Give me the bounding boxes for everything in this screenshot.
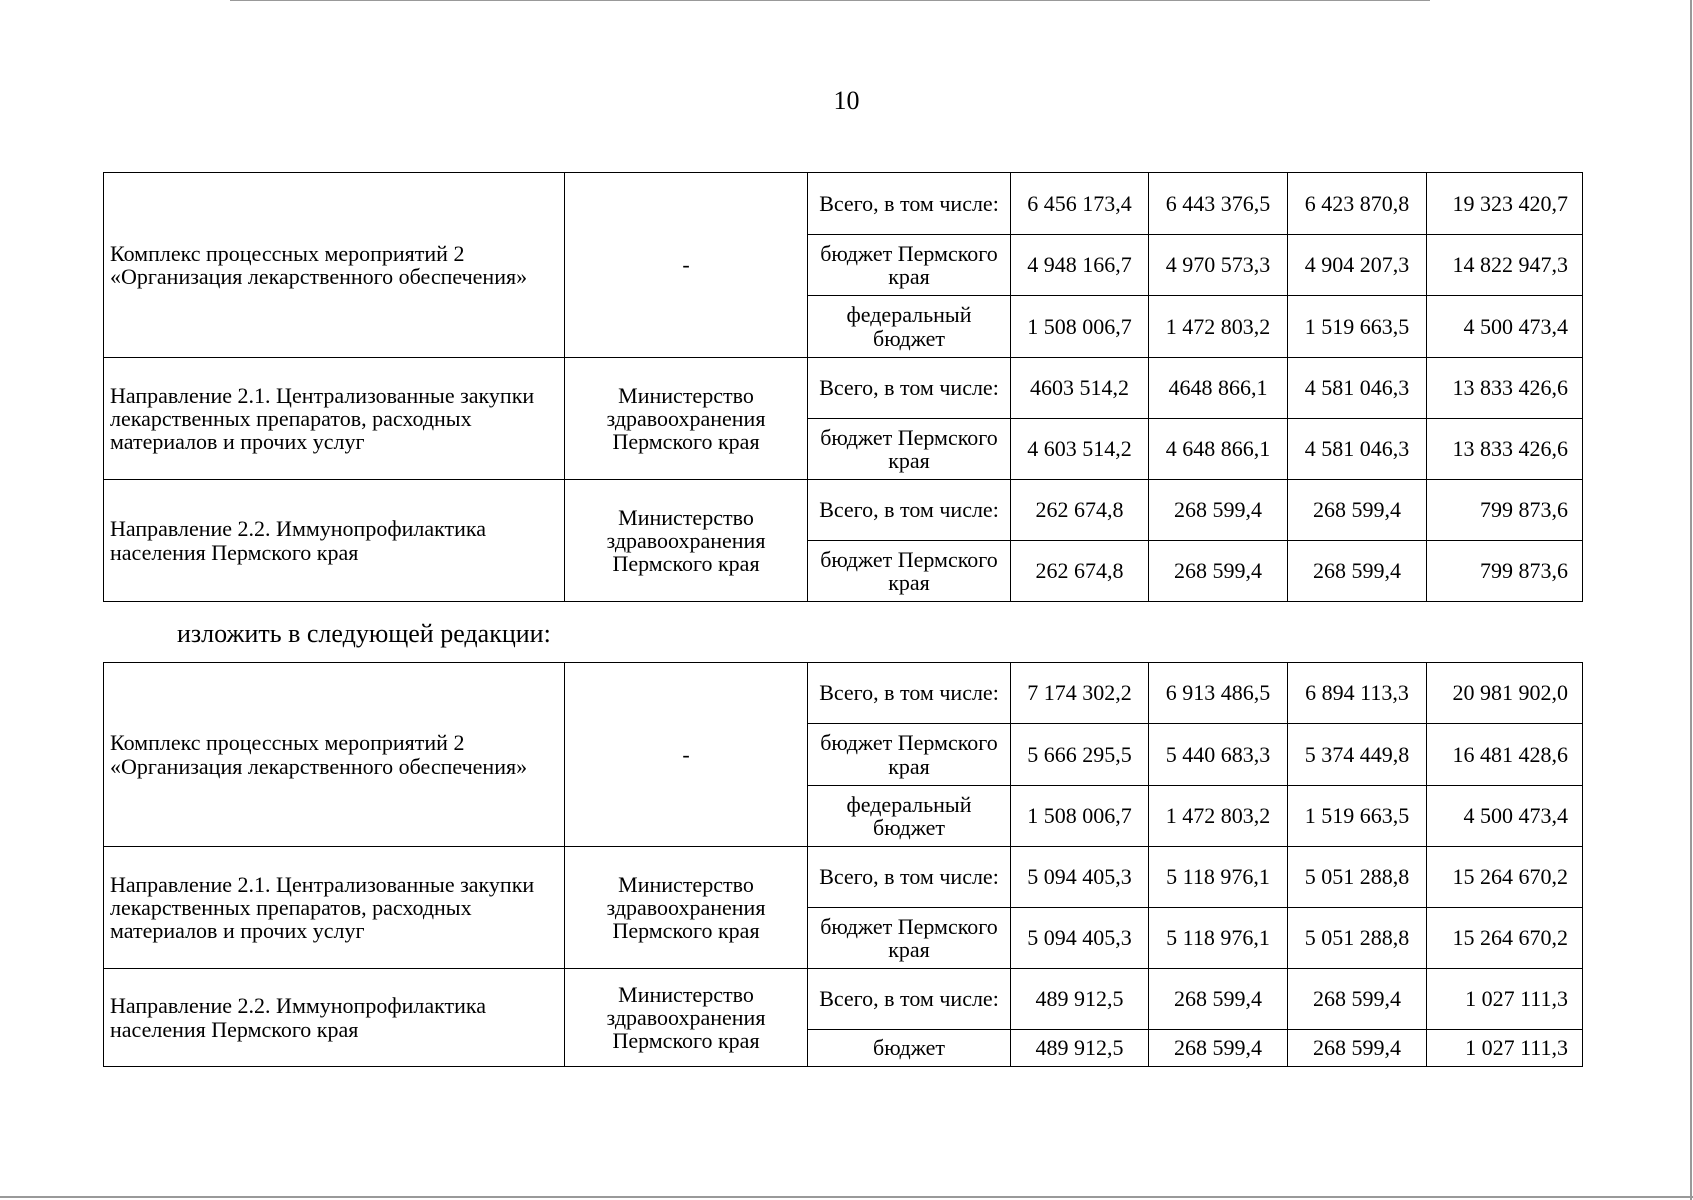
funding-source-cell: бюджет Пермского края	[808, 908, 1011, 969]
value-cell: 4 948 166,7	[1011, 235, 1149, 296]
funding-source-cell: федеральный бюджет	[808, 296, 1011, 358]
value-cell: 1 508 006,7	[1011, 786, 1149, 847]
executor-cell: -	[565, 173, 808, 358]
funding-source-cell: бюджет Пермского края	[808, 419, 1011, 480]
scan-right-edge	[1690, 0, 1692, 1200]
value-cell: 5 440 683,3	[1149, 724, 1288, 786]
table-row	[104, 663, 1583, 724]
value-cell: 268 599,4	[1288, 541, 1427, 602]
executor-cell: Министерство здравоохранения Пермского края	[565, 847, 808, 969]
program-name-cell: Направление 2.1. Централизованные закупки лекарственных препаратов, расходных материалов и прочих услуг	[104, 358, 565, 480]
executor-cell: Министерство здравоохранения Пермского края	[565, 969, 808, 1067]
budget-table-old	[103, 172, 1583, 602]
value-cell: 5 374 449,8	[1288, 724, 1427, 786]
value-cell: 268 599,4	[1288, 480, 1427, 541]
total-cell: 15 264 670,2	[1427, 847, 1583, 908]
total-cell: 4 500 473,4	[1427, 786, 1583, 847]
value-cell: 6 456 173,4	[1011, 173, 1149, 235]
value-cell: 4 904 207,3	[1288, 235, 1427, 296]
budget-table-new	[103, 662, 1583, 1067]
value-cell: 268 599,4	[1149, 1030, 1288, 1067]
table-row	[104, 969, 1583, 1030]
funding-source-cell: Всего, в том числе:	[808, 358, 1011, 419]
executor-cell: Министерство здравоохранения Пермского края	[565, 358, 808, 480]
value-cell: 6 443 376,5	[1149, 173, 1288, 235]
value-cell: 4 648 866,1	[1149, 419, 1288, 480]
table-row	[104, 847, 1583, 908]
program-name-cell: Комплекс процессных мероприятий 2 «Организация лекарственного обеспечения»	[104, 663, 565, 847]
value-cell: 1 519 663,5	[1288, 296, 1427, 358]
table-row	[104, 173, 1583, 235]
value-cell: 1 472 803,2	[1149, 786, 1288, 847]
value-cell: 4 970 573,3	[1149, 235, 1288, 296]
executor-cell: -	[565, 663, 808, 847]
program-name-cell: Направление 2.1. Централизованные закупки лекарственных препаратов, расходных материалов и прочих услуг	[104, 847, 565, 969]
funding-source-cell: бюджет	[808, 1030, 1011, 1067]
funding-source-cell: Всего, в том числе:	[808, 847, 1011, 908]
value-cell: 262 674,8	[1011, 541, 1149, 602]
value-cell: 268 599,4	[1288, 969, 1427, 1030]
total-cell: 799 873,6	[1427, 480, 1583, 541]
table-row	[104, 480, 1583, 541]
scan-top-edge	[230, 0, 1430, 1]
value-cell: 489 912,5	[1011, 969, 1149, 1030]
value-cell: 5 118 976,1	[1149, 847, 1288, 908]
value-cell: 268 599,4	[1288, 1030, 1427, 1067]
total-cell: 799 873,6	[1427, 541, 1583, 602]
value-cell: 268 599,4	[1149, 480, 1288, 541]
program-name-cell: Комплекс процессных мероприятий 2 «Организация лекарственного обеспечения»	[104, 173, 565, 358]
total-cell: 1 027 111,3	[1427, 1030, 1583, 1067]
value-cell: 4648 866,1	[1149, 358, 1288, 419]
total-cell: 4 500 473,4	[1427, 296, 1583, 358]
value-cell: 6 913 486,5	[1149, 663, 1288, 724]
value-cell: 1 472 803,2	[1149, 296, 1288, 358]
value-cell: 262 674,8	[1011, 480, 1149, 541]
value-cell: 4 581 046,3	[1288, 358, 1427, 419]
total-cell: 20 981 902,0	[1427, 663, 1583, 724]
value-cell: 6 423 870,8	[1288, 173, 1427, 235]
funding-source-cell: Всего, в том числе:	[808, 173, 1011, 235]
scan-bottom-edge	[0, 1196, 1693, 1198]
total-cell: 15 264 670,2	[1427, 908, 1583, 969]
total-cell: 14 822 947,3	[1427, 235, 1583, 296]
value-cell: 4 603 514,2	[1011, 419, 1149, 480]
value-cell: 4603 514,2	[1011, 358, 1149, 419]
value-cell: 1 519 663,5	[1288, 786, 1427, 847]
value-cell: 5 051 288,8	[1288, 847, 1427, 908]
funding-source-cell: бюджет Пермского края	[808, 235, 1011, 296]
value-cell: 4 581 046,3	[1288, 419, 1427, 480]
amendment-intro-text: изложить в следующей редакции:	[177, 619, 551, 648]
table-row	[104, 358, 1583, 419]
value-cell: 1 508 006,7	[1011, 296, 1149, 358]
value-cell: 6 894 113,3	[1288, 663, 1427, 724]
total-cell: 16 481 428,6	[1427, 724, 1583, 786]
value-cell: 7 174 302,2	[1011, 663, 1149, 724]
value-cell: 268 599,4	[1149, 541, 1288, 602]
funding-source-cell: бюджет Пермского края	[808, 541, 1011, 602]
value-cell: 5 094 405,3	[1011, 847, 1149, 908]
program-name-cell: Направление 2.2. Иммунопрофилактика населения Пермского края	[104, 480, 565, 602]
page-number: 10	[833, 86, 860, 115]
executor-cell: Министерство здравоохранения Пермского края	[565, 480, 808, 602]
funding-source-cell: федеральный бюджет	[808, 786, 1011, 847]
funding-source-cell: Всего, в том числе:	[808, 480, 1011, 541]
value-cell: 5 051 288,8	[1288, 908, 1427, 969]
value-cell: 268 599,4	[1149, 969, 1288, 1030]
total-cell: 13 833 426,6	[1427, 419, 1583, 480]
program-name-cell: Направление 2.2. Иммунопрофилактика населения Пермского края	[104, 969, 565, 1067]
total-cell: 13 833 426,6	[1427, 358, 1583, 419]
total-cell: 19 323 420,7	[1427, 173, 1583, 235]
value-cell: 5 094 405,3	[1011, 908, 1149, 969]
value-cell: 489 912,5	[1011, 1030, 1149, 1067]
value-cell: 5 666 295,5	[1011, 724, 1149, 786]
funding-source-cell: Всего, в том числе:	[808, 663, 1011, 724]
funding-source-cell: бюджет Пермского края	[808, 724, 1011, 786]
total-cell: 1 027 111,3	[1427, 969, 1583, 1030]
value-cell: 5 118 976,1	[1149, 908, 1288, 969]
funding-source-cell: Всего, в том числе:	[808, 969, 1011, 1030]
